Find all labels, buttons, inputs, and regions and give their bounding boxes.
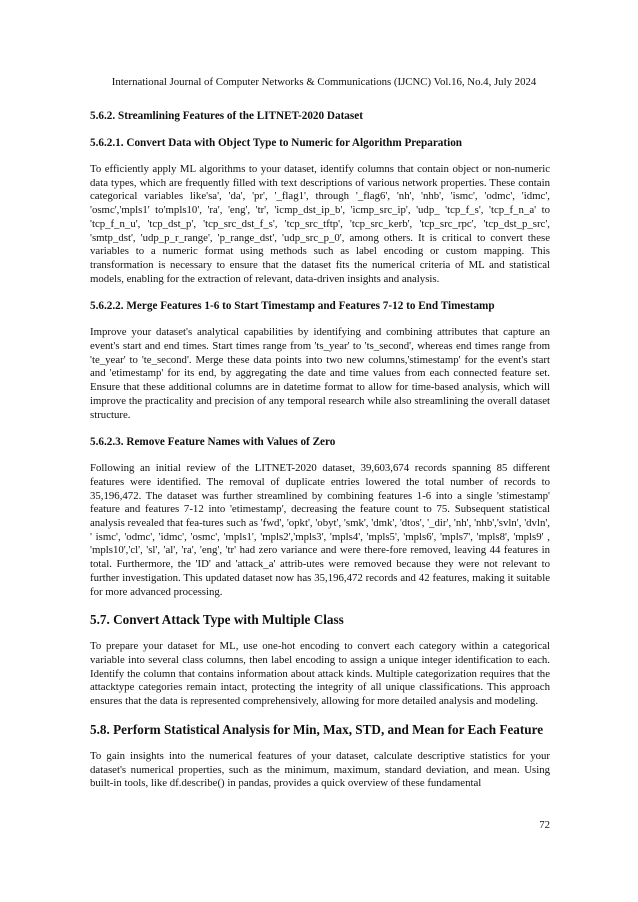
section-5-6-2-3-body: Following an initial review of the LITNET-2020 dataset, 39,603,674 records spanning 85 different features were identified. The removal of duplicate entries lowered the total number of records to 35,196,472. The dataset was further streamlined by combining features 1-6 into a single 'stimestamp' feature and features 7-12 into 'etimestamp', decreasing the feature count to 75. Subsequent statistical analysis revealed that fea-tures such as 'fwd', 'opkt', 'obyt', 'smk', 'dmk', 'dtos', '_dir', 'nh', 'nhb','svln', 'dvln', ' ismc', 'odmc', 'idmc', 'osmc', 'mpls1', 'mpls2','mpls3', 'mpls4', 'mpls5', 'mpls6', 'mpls7', 'mpls8', 'mpls9' , 'mpls10','cl', 'sl', 'al', 'ra', 'eng', 'tr' had zero variance and were there-fore removed, leaving 44 features in total. Furthermore, the 'ID' and 'attack_a' attrib-utes were removed because they were not relevant to further investigation. This updated dataset now has 35,196,472 records and 42 features, making it suitable for more advanced processing.	[90, 462, 550, 598]
page-content	[90, 109, 550, 804]
section-5-6-2-3-title: 5.6.2.3. Remove Feature Names with Values of Zero	[90, 436, 336, 449]
section-5-6-2-1-title: 5.6.2.1. Convert Data with Object Type to Numeric for Algorithm Preparation	[90, 137, 463, 149]
section-5-6-2-2-body: Improve your dataset's analytical capabilities by identifying and combining attributes that capture an event's start and end times. Start times range from 'ts_year' to 'ts_second', whereas end times range from 'te_year' to 'te_second'. Merge these data points into two new columns,'stimestamp' for the event's start and 'etimestamp' for its end, by aggregating the date and time values from each connected feature set. Ensure that these additional columns are in datetime format to allow for time-based analysis, which will improve the practicality and precision of any temporal research while also streamlining the overall dataset structure.	[90, 326, 550, 421]
section-5-7-title: 5.7. Convert Attack Type with Multiple Class	[90, 612, 344, 628]
section-5-6-2-2-title: 5.6.2.2. Merge Features 1-6 to Start Timestamp and Features 7-12 to End Timestamp	[90, 300, 495, 313]
section-5-8-body: To gain insights into the numerical features of your dataset, calculate descriptive statistics for your dataset's numerical properties, such as the minimum, maximum, standard deviation, and mean. Using built-in tools, like df.describe() in pandas, provides a quick overview of these fundamental	[90, 749, 550, 790]
journal-header: International Journal of Computer Networks & Communications (IJCNC) Vol.16, No.4, July 2024	[111, 76, 537, 88]
section-5-8-title: 5.8. Perform Statistical Analysis for Min, Max, STD, and Mean for Each Feature	[90, 721, 544, 737]
section-5-7-body: To prepare your dataset for ML, use one-hot encoding to convert each category within a categorical variable into several class columns, then label encoding to assign a unique integer identification to each. Identify the column that contains information about attack kinds. Multiple categorization requires that the attacktype categories remain intact, protecting the integrity of all unique classifications. This approach ensures that the data is represented comprehensively, allowing for more detailed analysis and modeling.	[90, 640, 550, 708]
section-5-6-2-title: 5.6.2. Streamlining Features of the LITNET-2020 Dataset	[90, 110, 363, 122]
section-5-6-2-1-body: To efficiently apply ML algorithms to your dataset, identify columns that contain object or non-numeric data types, which are frequently filled with text descriptions of various network properties. These contain categorical variables like'sa', 'da', 'pr', '_flag1', through '_flag6', 'nh', 'nhb', 'ismc', 'odmc', 'idmc', 'osmc','mpls1' to'mpls10', 'ra', 'eng', 'tr', 'icmp_dst_ip_b', 'icmp_src_ip', 'udp_ 'tcp_f_s', 'tcp_f_n_a' to 'tcp_f_n_u', 'tcp_dst_p', 'tcp_src_dst_f_s', 'tcp_src_tftp', 'tcp_src_kerb', 'tcp_src_rpc', 'tcp_dst_p_src', 'smtp_dst', 'udp_p_r_range', 'p_range_dst', 'udp_src_p_0', among others. It is critical to convert these variables to a numeric format using methods such as label encoding or custom mapping. This transformation is necessary to ensure that the dataset fits the numerical criteria of ML and statistical models, enabling for the extraction of relevant, data-driven insights and analysis.	[90, 163, 550, 285]
page-number: 72	[539, 819, 550, 831]
